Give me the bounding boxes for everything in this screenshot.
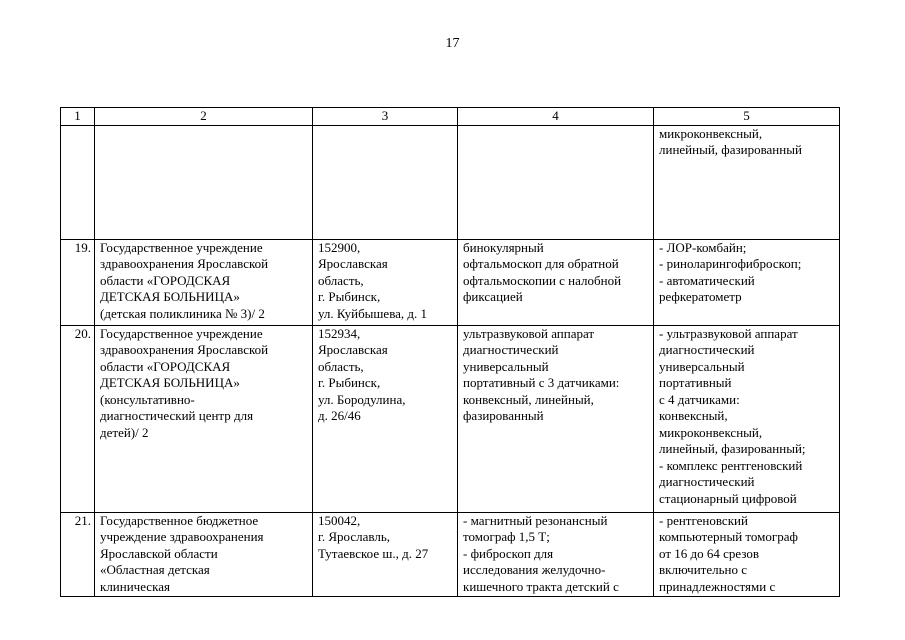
equipment-need-cell: микроконвексный, линейный, фазированный xyxy=(654,125,840,239)
institution-cell: Государственное учреждение здравоохранения Ярославской области «ГОРОДСКАЯ ДЕТСКАЯ БОЛЬНИЦА» (детская поликлиника № 3)/ 2 xyxy=(95,239,313,325)
page-number: 17 xyxy=(445,36,460,51)
equipment-table xyxy=(60,107,840,597)
address-cell xyxy=(313,125,458,239)
column-header: 4 xyxy=(458,108,654,126)
address-cell: 150042, г. Ярославль, Тутаевское ш., д. 27 xyxy=(313,512,458,596)
row-number: 21. xyxy=(61,512,95,596)
equipment-have-cell: - магнитный резонансный томограф 1,5 Т; - фиброскоп для исследования желудочно- кишечного тракта детский с xyxy=(458,512,654,596)
row-number: 19. xyxy=(61,239,95,325)
equipment-need-cell: - ЛОР-комбайн; - риноларингофиброскоп; - автоматический рефкератометр xyxy=(654,239,840,325)
table-row xyxy=(61,125,840,239)
table-row xyxy=(61,512,840,596)
institution-cell xyxy=(95,125,313,239)
equipment-have-cell xyxy=(458,125,654,239)
column-header: 1 xyxy=(61,108,95,126)
row-number: 20. xyxy=(61,325,95,512)
equipment-have-cell: бинокулярный офтальмоскоп для обратной офтальмоскопии с налобной фиксацией xyxy=(458,239,654,325)
institution-cell: Государственное учреждение здравоохранения Ярославской области «ГОРОДСКАЯ ДЕТСКАЯ БОЛЬНИЦА» (консультативно- диагностический центр для детей)/ 2 xyxy=(95,325,313,512)
equipment-have-cell: ультразвуковой аппарат диагностический универсальный портативный с 3 датчиками: конвексный, линейный, фазированный xyxy=(458,325,654,512)
equipment-need-cell: - ультразвуковой аппарат диагностический универсальный портативный с 4 датчиками: конвексный, микроконвексный, линейный, фазированный; - комплекс рентгеновский диагностический стационарный цифровой xyxy=(654,325,840,512)
column-header: 2 xyxy=(95,108,313,126)
address-cell: 152900, Ярославская область, г. Рыбинск, ул. Куйбышева, д. 1 xyxy=(313,239,458,325)
equipment-need-cell: - рентгеновский компьютерный томограф от 16 до 64 срезов включительно с принадлежностями с xyxy=(654,512,840,596)
address-cell: 152934, Ярославская область, г. Рыбинск, ул. Бородулина, д. 26/46 xyxy=(313,325,458,512)
column-header: 5 xyxy=(654,108,840,126)
row-number xyxy=(61,125,95,239)
institution-cell: Государственное бюджетное учреждение здравоохранения Ярославской области «Областная детская клиническая xyxy=(95,512,313,596)
table-header-row xyxy=(61,108,840,126)
table-row xyxy=(61,325,840,512)
column-header: 3 xyxy=(313,108,458,126)
table-row xyxy=(61,239,840,325)
